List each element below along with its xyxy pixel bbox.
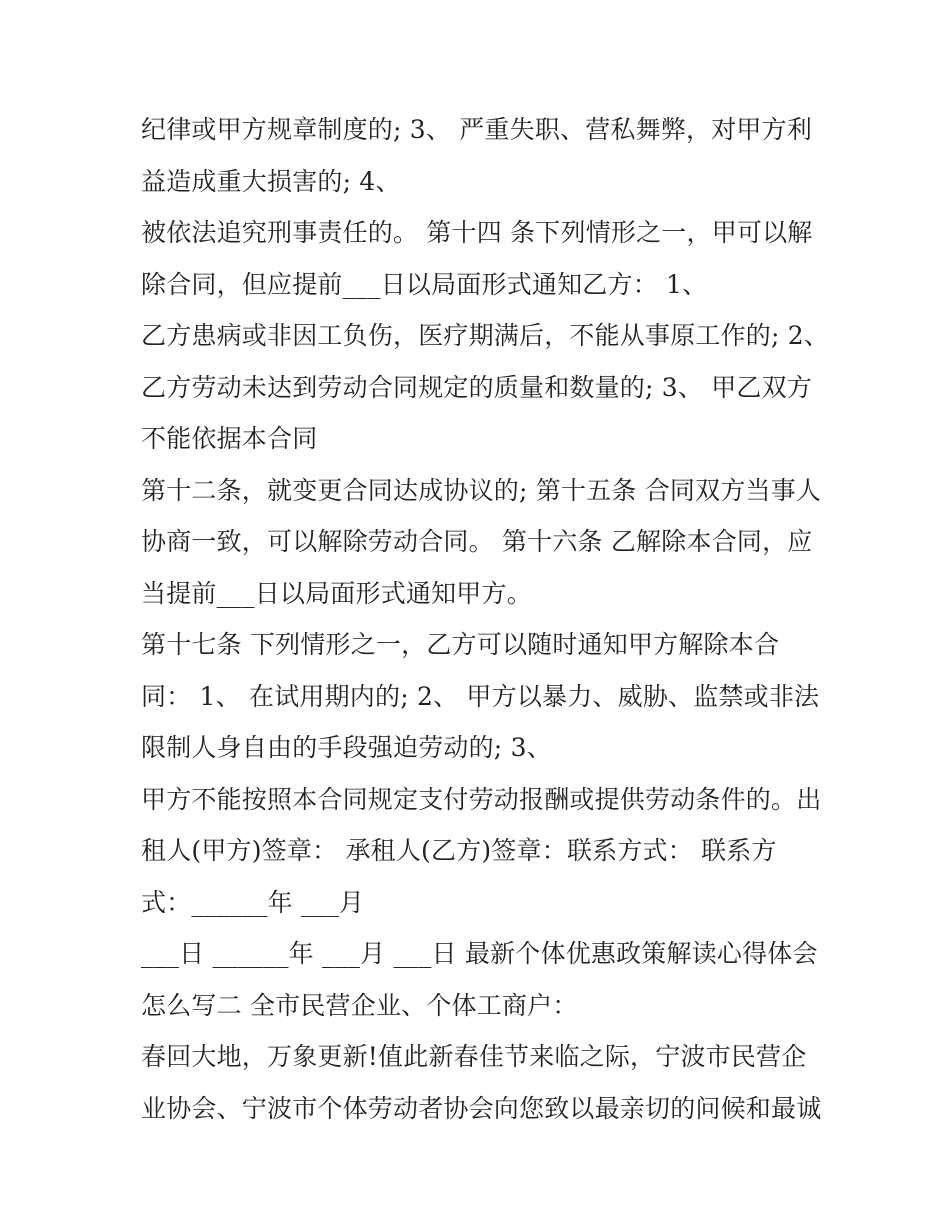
text-line: 租人(甲方)签章： 承租人(乙方)签章：联系方式： 联系方 xyxy=(141,836,777,865)
text-line: 不能依据本合同 xyxy=(141,424,318,453)
text-line: 被依法追究刑事责任的。 第十四 条下列情形之一，甲可以解 xyxy=(141,218,813,247)
text-line: 协商一致，可以解除劳动合同。 第十六条 乙解除本合同，应 xyxy=(141,527,813,556)
text-line: 限制人身自由的手段强迫劳动的; 3、 xyxy=(141,733,552,762)
text-line: 乙方患病或非因工负伤，医疗期满后，不能从事原工作的; 2、 xyxy=(141,321,830,350)
text-line: 业协会、宁波市个体劳动者协会向您致以最亲切的问候和最诚 xyxy=(141,1093,822,1123)
text-line: ___日 ______年 ___月 ___日 最新个体优惠政策解读心得体会 xyxy=(141,939,818,968)
text-line: 春回大地，万象更新!值此新春佳节来临之际，宁波市民营企 xyxy=(141,1042,807,1071)
text-line: 益造成重大损害的; 4、 xyxy=(141,166,401,196)
text-line: 式：______年 ___月 xyxy=(141,887,365,917)
text-line: 怎么写二 全市民营企业、个体工商户： xyxy=(141,990,578,1020)
text-line: 第十七条 下列情形之一，乙方可以随时通知甲方解除本合 xyxy=(141,630,780,659)
document-body xyxy=(141,104,831,1134)
text-line: 除合同，但应提前___日以局面形式通知乙方： 1、 xyxy=(141,269,708,299)
text-line: 乙方劳动未达到劳动合同规定的质量和数量的; 3、 甲乙双方 xyxy=(141,372,813,402)
text-line: 同： 1、 在试用期内的; 2、 甲方以暴力、威胁、监禁或非法 xyxy=(141,681,820,711)
text-line: 第十二条，就变更合同达成协议的; 第十五条 合同双方当事人 xyxy=(141,475,822,505)
text-line: 纪律或甲方规章制度的; 3、 严重失职、营私舞弊，对甲方利 xyxy=(141,115,813,144)
text-line: 当提前___日以局面形式通知甲方。 xyxy=(141,578,532,608)
text-line: 甲方不能按照本合同规定支付劳动报酬或提供劳动条件的。出 xyxy=(141,784,822,814)
